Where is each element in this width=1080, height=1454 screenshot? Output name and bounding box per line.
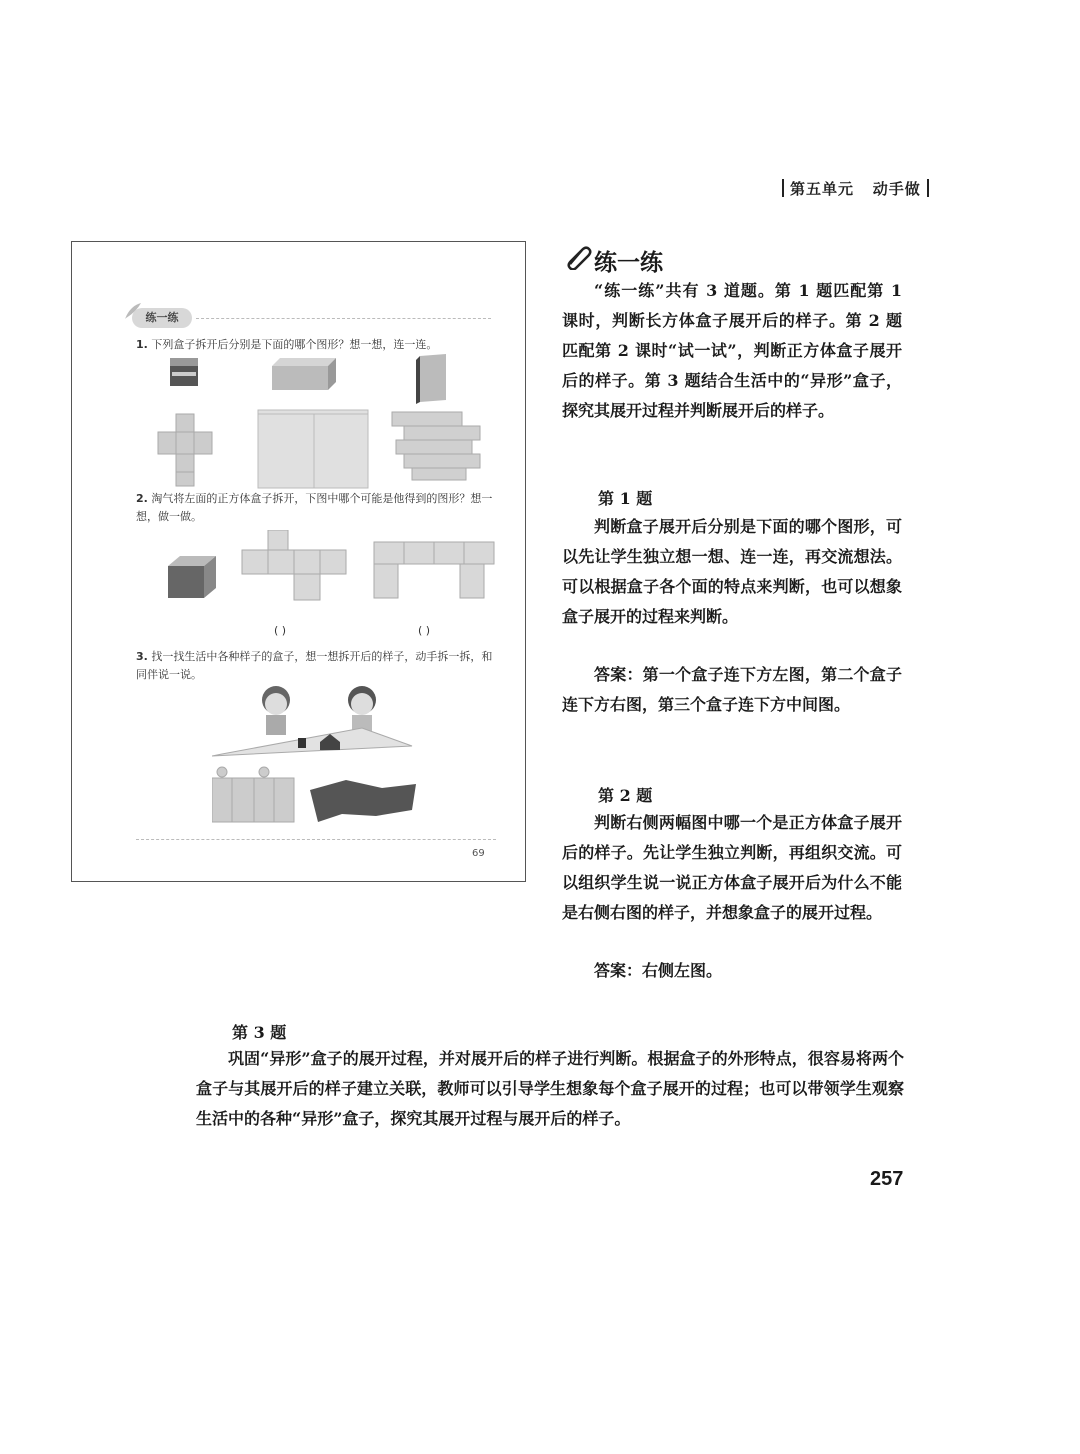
textbook-footer-rule [136, 839, 496, 840]
long-net-image [392, 412, 480, 480]
textbook-q3-text: 找一找生活中各种样子的盒子，想一想拆开后的样子，动手拆一拆，和同伴说一说。 [136, 650, 493, 681]
header-bar-left [782, 179, 784, 197]
flat-net-image [258, 410, 368, 488]
table-surface [212, 728, 412, 756]
header-unit: 第五单元 [790, 180, 855, 198]
textbook-question-1 [136, 336, 496, 354]
textbook-page-image [71, 241, 526, 882]
cube-net-right-image [374, 542, 494, 598]
small-box-image [170, 358, 198, 386]
textbook-q2-text: 淘气将左面的正方体盒子拆开，下图中哪个可能是他得到的图形？想一想，做一做。 [136, 492, 493, 523]
odd-box-net-right-image [310, 780, 416, 822]
q2-illustration [162, 530, 502, 614]
cross-net-image [158, 414, 212, 486]
textbook-q1-number: 1. [136, 338, 148, 351]
textbook-banner-rule [196, 318, 491, 319]
textbook-question-3 [136, 648, 496, 684]
textbook-q1-text: 下列盒子拆开后分别是下面的哪个图形？想一想，连一连。 [151, 338, 438, 351]
q1-body: 判断盒子展开后分别是下面的哪个图形，可以先让学生独立想一想、连一连，再交流想法。可以根据盒子各个面的特点来判断，也可以想象盒子展开的过程来判断。 [562, 517, 902, 626]
textbook-q3-number: 3. [136, 650, 148, 663]
small-odd-box [298, 738, 306, 748]
flat-box-image [416, 354, 446, 404]
textbook-q2-number: 2. [136, 492, 148, 505]
textbook-page-number: 69 [472, 848, 485, 859]
running-header [776, 178, 935, 199]
q2-answer-blank-right: ( ) [418, 624, 431, 637]
cube-net-left-image [242, 530, 346, 600]
section-intro: “练一练”共有 3 道题。第 1 题匹配第 1 课时，判断长方体盒子展开后的样子。第 2 题匹配第 2 课时“试一试”，判断正方体盒子展开后的样子。第 3 题结合生活中的“异形”盒子，探究其展开过程并判断展开后的样子。 [562, 281, 902, 420]
q2-answer: 答案：右侧左图。 [594, 961, 723, 980]
cube-box-image [168, 556, 216, 598]
odd-box-net-left-image [212, 767, 294, 822]
header-bar-right [927, 179, 929, 197]
header-topic: 动手做 [872, 180, 921, 198]
q1-illustration [142, 354, 502, 494]
q3-illustration [212, 682, 422, 832]
q1-heading: 第 1 题 [598, 489, 653, 508]
q3-body: 巩固“异形”盒子的展开过程，并对展开后的样子进行判断。根据盒子的外形特点，很容易将两个盒子与其展开后的样子建立关联，教师可以引导学生想象每个盒子展开的过程；也可以带领学生观察生活中的各种“异形”盒子，探究其展开过程与展开后的样子。 [196, 1049, 904, 1128]
boy-character-image [262, 686, 290, 735]
q2-heading: 第 2 题 [598, 786, 653, 805]
textbook-question-2 [136, 490, 496, 526]
page-number: 257 [870, 1168, 904, 1190]
q2-answer-blank-left: ( ) [274, 624, 287, 637]
section-title: 练一练 [594, 249, 663, 276]
q3-heading: 第 3 题 [232, 1023, 287, 1042]
long-box-image [272, 358, 336, 390]
paperclip-icon [564, 244, 592, 270]
textbook-banner: 练一练 [132, 308, 192, 328]
q1-answer: 答案：第一个盒子连下方左图，第二个盒子连下方右图，第三个盒子连下方中间图。 [562, 665, 902, 714]
q2-body: 判断右侧两幅图中哪一个是正方体盒子展开后的样子。先让学生独立判断，再组织交流。可以组织学生说一说正方体盒子展开后为什么不能是右侧右图的样子，并想象盒子的展开过程。 [562, 813, 902, 922]
